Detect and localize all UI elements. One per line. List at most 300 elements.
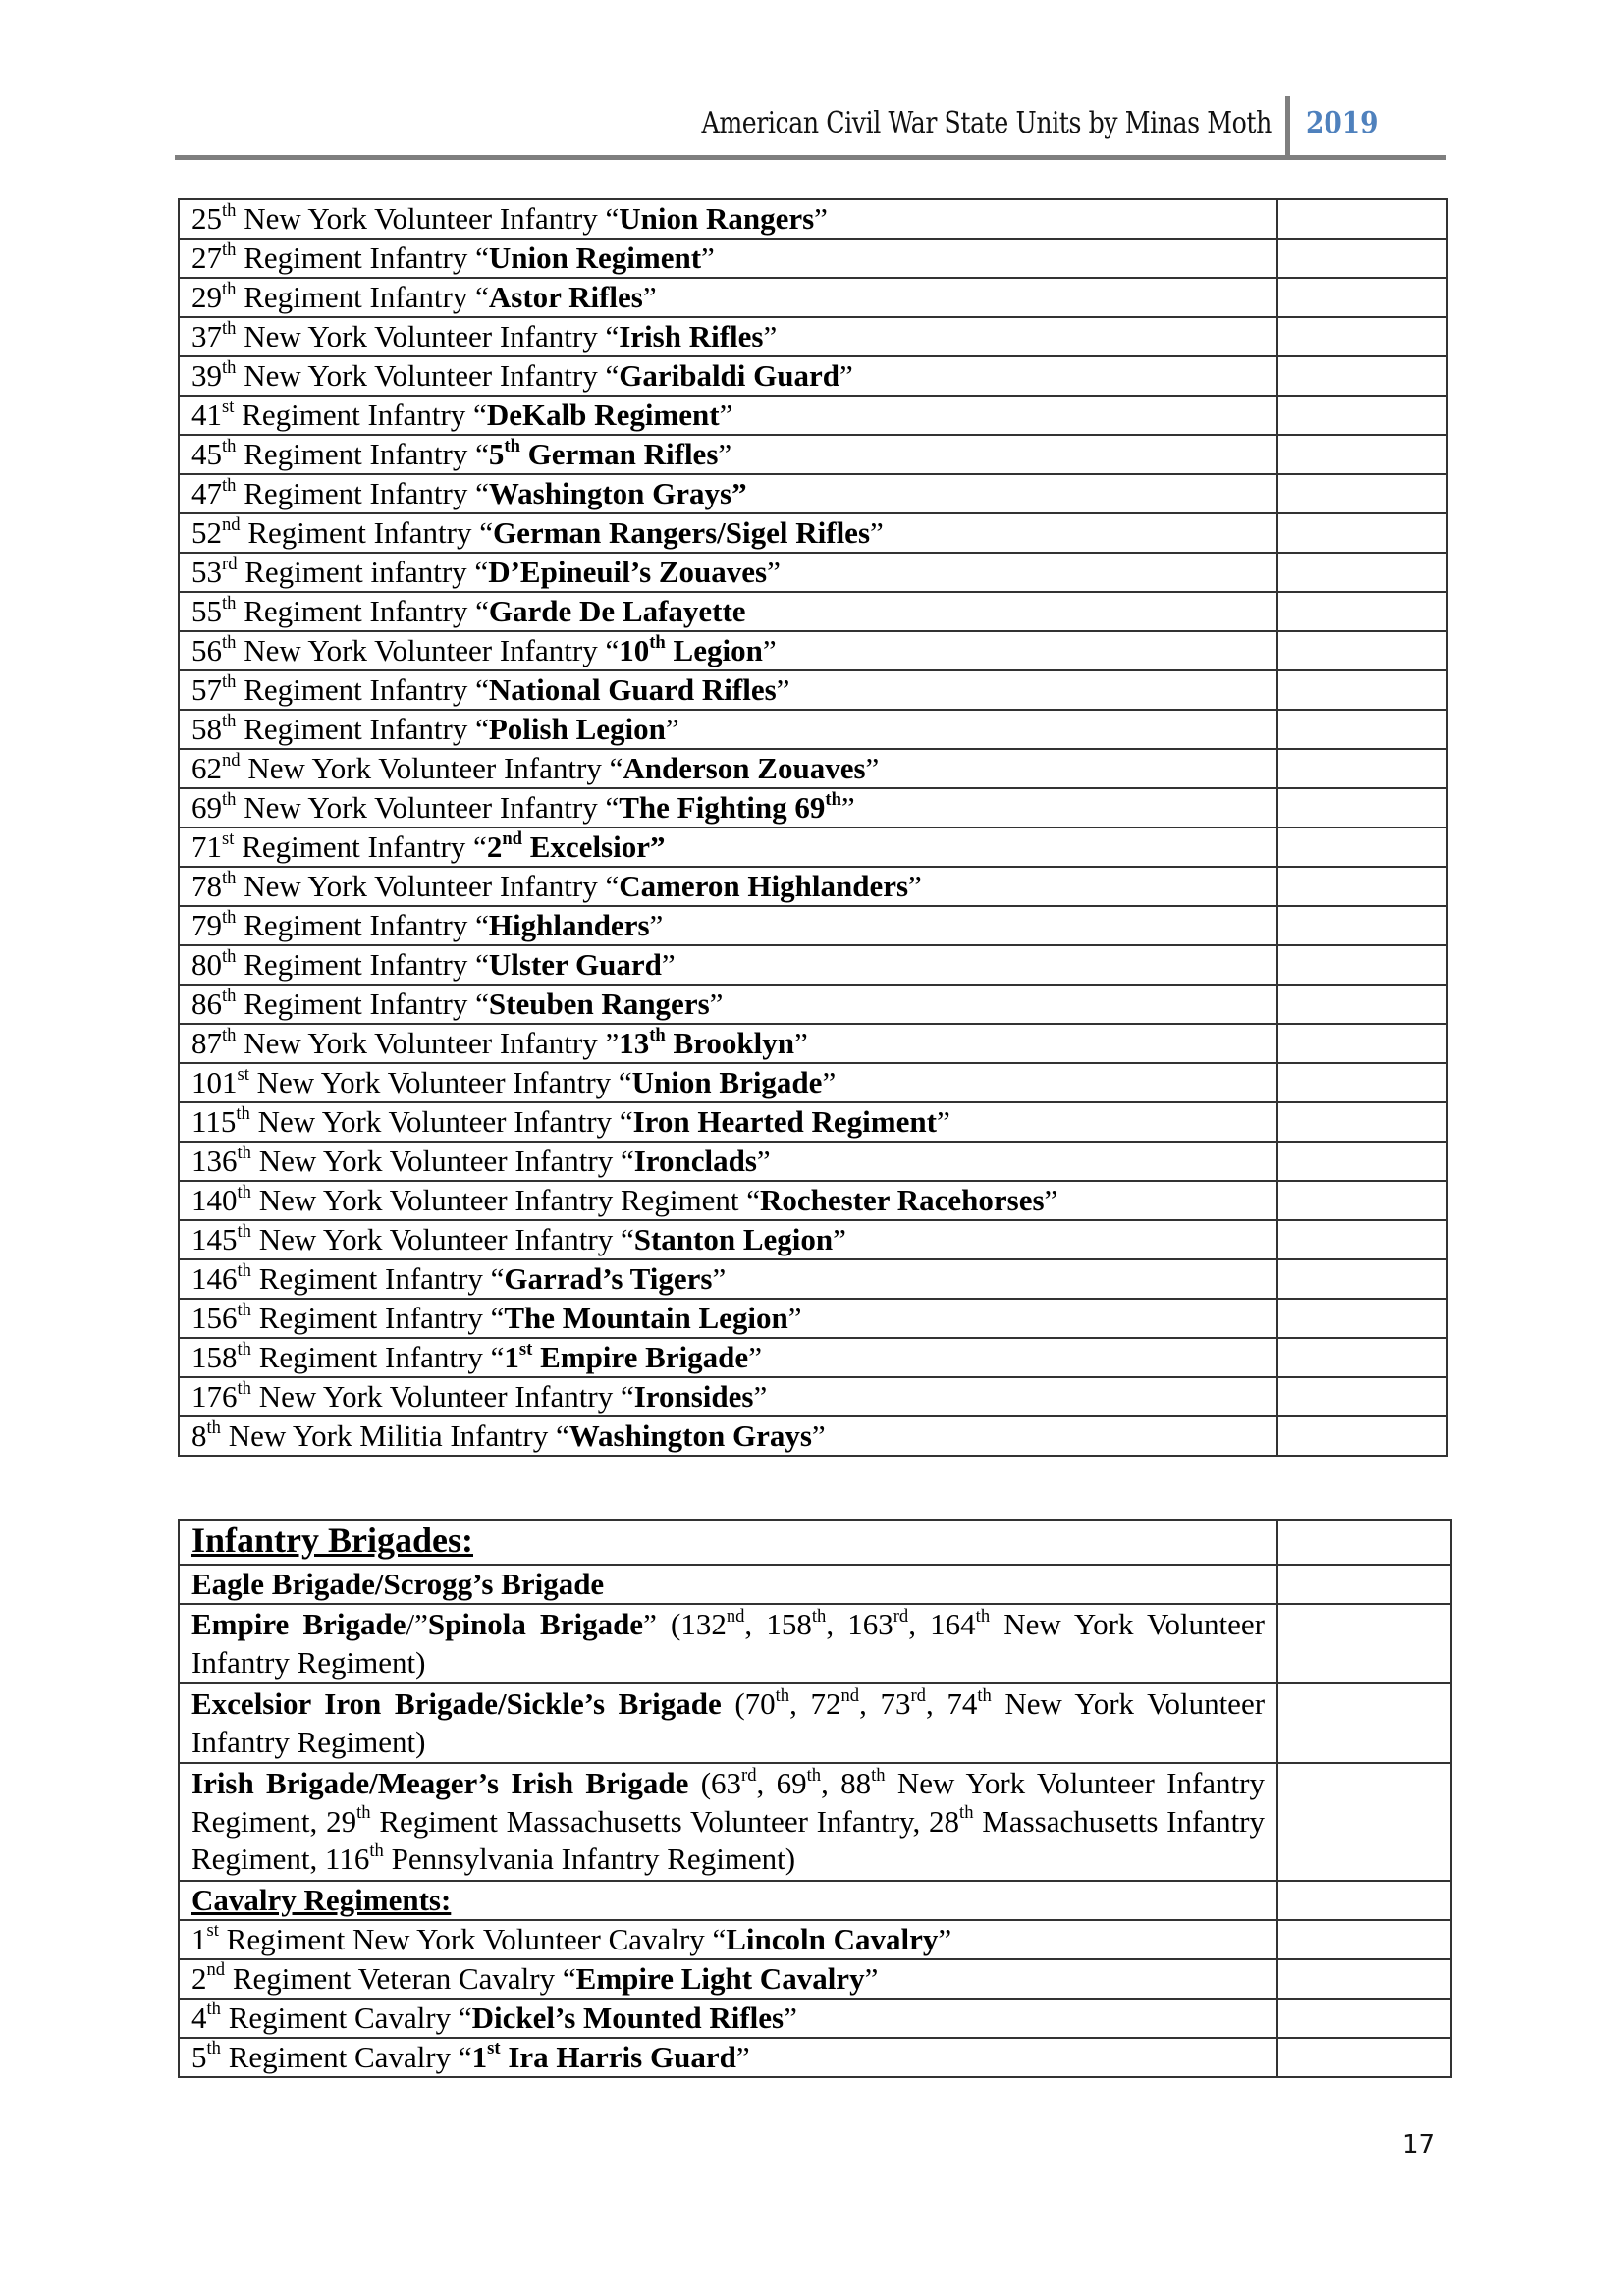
brigade-composition: , 69 xyxy=(756,1766,807,1800)
unit-type: New York Volunteer Infantry xyxy=(258,1379,614,1414)
unit-name-cell xyxy=(179,1102,1277,1142)
nickname-text: Iron Hearted Regiment xyxy=(632,1104,937,1139)
ordinal-suffix: th xyxy=(206,1416,221,1438)
unit-number: 79 xyxy=(191,908,222,942)
nickname-text: Washington Grays” xyxy=(488,476,747,510)
nickname-text: Steuben Rangers xyxy=(488,987,710,1021)
check-cell[interactable] xyxy=(1277,1999,1451,2038)
ordinal-suffix: th xyxy=(222,945,237,967)
brigade-composition: (63 xyxy=(688,1766,742,1800)
ordinal-suffix: nd xyxy=(840,1684,860,1706)
unit-nickname xyxy=(634,1379,754,1414)
check-cell[interactable] xyxy=(1277,710,1447,749)
unit-number: 69 xyxy=(191,790,222,825)
check-cell[interactable] xyxy=(1277,985,1447,1024)
brigade-row xyxy=(179,1683,1451,1763)
close-quote: ” xyxy=(665,712,679,746)
open-quote: “ xyxy=(474,555,489,589)
close-quote: ” xyxy=(701,240,715,275)
cavalry-regiment-row xyxy=(179,1959,1451,1999)
ordinal-suffix: th xyxy=(222,631,237,653)
ordinal-suffix: th xyxy=(237,1299,251,1320)
unit-type: Regiment Infantry xyxy=(244,240,468,275)
check-cell[interactable] xyxy=(1277,1181,1447,1220)
unit-nickname xyxy=(619,319,763,353)
ordinal-suffix: rd xyxy=(741,1764,757,1786)
close-quote: ” xyxy=(938,1921,952,1956)
nickname-text: Union Regiment xyxy=(488,240,702,275)
unit-name-cell xyxy=(179,1999,1277,2038)
unit-number: 62 xyxy=(191,751,222,785)
open-quote: “ xyxy=(605,358,620,393)
ordinal-suffix: th xyxy=(206,2038,221,2059)
check-cell[interactable] xyxy=(1277,1377,1447,1416)
unit-type: New York Volunteer Infantry xyxy=(244,790,598,825)
check-cell[interactable] xyxy=(1277,1416,1447,1456)
ordinal-suffix: th xyxy=(775,1684,790,1706)
brigade-row xyxy=(179,1763,1451,1881)
unit-type: New York Volunteer Infantry xyxy=(244,869,598,903)
close-quote: ” xyxy=(642,280,657,314)
unit-name-cell xyxy=(179,396,1277,435)
unit-nickname xyxy=(472,2040,736,2074)
brigade-description-cell xyxy=(179,1763,1277,1881)
ordinal-suffix: th xyxy=(222,278,237,299)
unit-number: 57 xyxy=(191,672,222,707)
infantry-regiment-row xyxy=(179,1259,1447,1299)
brigade-composition: Pennsylvania Infantry Regiment) xyxy=(383,1842,796,1876)
check-cell[interactable] xyxy=(1277,1520,1451,1565)
unit-nickname xyxy=(633,1104,937,1139)
unit-nickname xyxy=(576,1961,865,1996)
unit-nickname xyxy=(489,672,777,707)
open-quote: “ xyxy=(490,1261,505,1296)
check-cell[interactable] xyxy=(1277,1024,1447,1063)
check-cell[interactable] xyxy=(1277,239,1447,278)
open-quote: “ xyxy=(746,1183,760,1217)
unit-number: 55 xyxy=(191,594,222,628)
infantry-regiment-row xyxy=(179,592,1447,631)
unit-type: Regiment Infantry xyxy=(258,1301,483,1335)
close-quote: ” xyxy=(762,633,777,667)
header-rule xyxy=(175,155,1446,160)
unit-name-cell xyxy=(179,1259,1277,1299)
unit-type: Regiment Infantry xyxy=(244,987,468,1021)
close-quote: ” xyxy=(864,1960,879,1996)
brigade-composition: , 164 xyxy=(908,1607,976,1641)
unit-type: New York Volunteer Infantry xyxy=(244,633,598,667)
nickname-text: Empire Light Cavalry xyxy=(575,1960,865,1996)
ordinal-suffix: st xyxy=(237,1063,249,1085)
nickname-number: 1 xyxy=(504,1340,519,1374)
infantry-regiment-row xyxy=(179,828,1447,867)
unit-type: New York Volunteer Infantry xyxy=(244,1026,598,1060)
nickname-text: Rochester Racehorses xyxy=(760,1183,1045,1217)
unit-nickname xyxy=(726,1922,938,1956)
infantry-regiment-row xyxy=(179,1299,1447,1338)
brigade-description-cell xyxy=(179,1604,1277,1683)
check-cell[interactable] xyxy=(1277,788,1447,828)
unit-number: 25 xyxy=(191,201,222,236)
close-quote: ” xyxy=(735,2039,750,2074)
close-quote: ” xyxy=(822,1065,837,1099)
open-quote: “ xyxy=(475,712,489,746)
unit-nickname xyxy=(489,476,747,510)
nickname-text: Brooklyn xyxy=(665,1026,794,1060)
brigades-heading-row xyxy=(179,1520,1451,1565)
ordinal-suffix: th xyxy=(222,239,237,260)
unit-number: 136 xyxy=(191,1144,238,1178)
brigade-name-separator: /” xyxy=(406,1607,428,1641)
open-quote: “ xyxy=(473,829,487,864)
unit-type: New York Volunteer Infantry xyxy=(244,319,598,353)
check-cell[interactable] xyxy=(1277,670,1447,710)
check-cell[interactable] xyxy=(1277,828,1447,867)
infantry-regiment-row xyxy=(179,788,1447,828)
unit-number: 140 xyxy=(191,1183,238,1217)
unit-type: Regiment Infantry xyxy=(244,476,468,510)
unit-name-cell xyxy=(179,2038,1277,2077)
unit-name-cell xyxy=(179,278,1277,317)
brigade-name: Irish Brigade/Meager’s Irish Brigade xyxy=(191,1766,689,1800)
check-cell[interactable] xyxy=(1277,1763,1451,1881)
infantry-regiment-row xyxy=(179,1142,1447,1181)
open-quote: “ xyxy=(619,1104,633,1139)
unit-number: 1 xyxy=(191,1921,207,1956)
ordinal-suffix: st xyxy=(222,828,235,849)
unit-name-cell xyxy=(179,631,1277,670)
ordinal-suffix: rd xyxy=(893,1605,909,1627)
open-quote: “ xyxy=(458,2000,472,2035)
open-quote: “ xyxy=(473,398,487,432)
brigade-composition: New York Volunteer Infantry Regiment) xyxy=(191,1607,1266,1680)
ordinal-suffix: th xyxy=(222,985,237,1006)
nickname-text: Stanton Legion xyxy=(633,1222,834,1256)
unit-number: 78 xyxy=(191,869,222,903)
open-quote: “ xyxy=(618,1065,632,1099)
check-cell[interactable] xyxy=(1277,1338,1447,1377)
ordinal-suffix: th xyxy=(871,1764,886,1786)
check-cell[interactable] xyxy=(1277,1683,1451,1763)
nickname-text: Dickel’s Mounted Rifles xyxy=(471,2000,785,2035)
unit-name-cell xyxy=(179,749,1277,788)
close-quote: ” xyxy=(814,201,828,236)
unit-number: 146 xyxy=(191,1261,238,1296)
unit-nickname xyxy=(489,712,666,746)
brigade-description-cell xyxy=(179,1565,1277,1604)
unit-type: Regiment Veteran Cavalry xyxy=(232,1960,556,1996)
nickname-ordinal: st xyxy=(518,1338,533,1360)
open-quote: “ xyxy=(555,1418,569,1453)
unit-type: Regiment Infantry xyxy=(258,1340,483,1374)
brigade-composition: , 73 xyxy=(859,1686,911,1721)
nickname-number: 10 xyxy=(619,633,650,667)
unit-type: Regiment Infantry xyxy=(244,437,468,471)
nickname-text: The Fighting 69 xyxy=(619,790,826,825)
unit-number: 71 xyxy=(191,829,222,864)
unit-nickname xyxy=(472,2001,784,2035)
unit-name-cell xyxy=(179,317,1277,356)
nickname-text: Ironsides xyxy=(633,1379,754,1414)
unit-number: 41 xyxy=(191,398,222,432)
close-quote: ” xyxy=(718,437,732,471)
infantry-regiment-row xyxy=(179,1181,1447,1220)
unit-nickname xyxy=(489,437,719,471)
brigade-row xyxy=(179,1565,1451,1604)
unit-nickname xyxy=(623,751,865,785)
check-cell[interactable] xyxy=(1277,435,1447,474)
check-cell[interactable] xyxy=(1277,1142,1447,1181)
ordinal-suffix: th xyxy=(222,906,237,928)
ordinal-suffix: th xyxy=(237,1142,251,1163)
unit-type: Regiment Infantry xyxy=(244,712,468,746)
brigade-composition: (70 xyxy=(721,1686,776,1721)
infantry-regiments-table xyxy=(178,198,1448,1457)
unit-number: 2 xyxy=(191,1960,207,1996)
unit-name-cell xyxy=(179,1959,1277,1999)
check-cell[interactable] xyxy=(1277,1102,1447,1142)
unit-name-cell xyxy=(179,985,1277,1024)
close-quote: ” xyxy=(839,358,853,393)
check-cell[interactable] xyxy=(1277,1565,1451,1604)
check-cell[interactable] xyxy=(1277,945,1447,985)
unit-nickname xyxy=(632,1065,823,1099)
nickname-text: Astor Rifles xyxy=(488,280,643,314)
check-cell[interactable] xyxy=(1277,1959,1451,1999)
infantry-regiment-row xyxy=(179,513,1447,553)
open-quote: “ xyxy=(475,947,489,982)
unit-nickname xyxy=(569,1418,812,1453)
unit-type: Regiment Infantry xyxy=(244,280,468,314)
close-quote: ” xyxy=(870,515,884,550)
unit-type: Regiment infantry xyxy=(244,555,467,589)
ordinal-suffix: th xyxy=(975,1605,991,1627)
check-cell[interactable] xyxy=(1277,356,1447,396)
unit-number: 101 xyxy=(191,1065,238,1099)
check-cell[interactable] xyxy=(1277,867,1447,906)
ordinal-suffix: th xyxy=(222,356,237,378)
nickname-text: Ulster Guard xyxy=(488,947,662,982)
unit-type: New York Volunteer Infantry xyxy=(257,1104,613,1139)
unit-type: New York Volunteer Infantry xyxy=(244,358,598,393)
check-cell[interactable] xyxy=(1277,592,1447,631)
ordinal-suffix: nd xyxy=(222,749,241,771)
check-cell[interactable] xyxy=(1277,278,1447,317)
check-cell[interactable] xyxy=(1277,1259,1447,1299)
open-quote: “ xyxy=(605,790,620,825)
unit-nickname xyxy=(619,1026,794,1060)
nickname-ordinal: th xyxy=(649,631,666,653)
open-quote: “ xyxy=(475,240,489,275)
nickname-ordinal: th xyxy=(504,435,520,456)
open-quote: “ xyxy=(475,280,489,314)
unit-nickname xyxy=(493,515,870,550)
infantry-regiment-row xyxy=(179,553,1447,592)
brigade-composition: , 72 xyxy=(789,1686,841,1721)
close-quote: ” xyxy=(719,398,733,432)
check-cell[interactable] xyxy=(1277,1220,1447,1259)
nickname-ordinal: th xyxy=(825,788,841,810)
brigade-composition: ” (132 xyxy=(643,1607,727,1641)
unit-name-cell xyxy=(179,513,1277,553)
unit-number: 53 xyxy=(191,555,222,589)
unit-name-cell xyxy=(179,1377,1277,1416)
check-cell[interactable] xyxy=(1277,2038,1451,2077)
unit-nickname xyxy=(619,790,841,825)
ordinal-suffix: th xyxy=(977,1684,992,1706)
ordinal-suffix: th xyxy=(811,1605,827,1627)
open-quote: “ xyxy=(490,1301,505,1335)
check-cell[interactable] xyxy=(1277,396,1447,435)
unit-nickname xyxy=(634,1144,757,1178)
unit-number: 158 xyxy=(191,1340,238,1374)
ordinal-suffix: th xyxy=(237,1181,251,1202)
nickname-text: German Rangers/Sigel Rifles xyxy=(493,515,871,550)
nickname-number: 13 xyxy=(619,1026,650,1060)
unit-nickname xyxy=(489,908,650,942)
open-quote: “ xyxy=(620,1379,634,1414)
ordinal-suffix: th xyxy=(222,199,237,221)
open-quote: “ xyxy=(712,1921,727,1956)
unit-nickname xyxy=(504,1261,712,1296)
close-quote: ” xyxy=(794,1026,808,1060)
nickname-number: 2 xyxy=(486,829,503,864)
close-quote: ” xyxy=(756,1144,771,1178)
brigades-cavalry-table xyxy=(178,1519,1452,2078)
open-quote: “ xyxy=(475,437,489,471)
brigade-composition: , 88 xyxy=(821,1766,872,1800)
unit-type: Regiment Cavalry xyxy=(228,2000,452,2035)
unit-type: Regiment Infantry xyxy=(244,947,468,982)
check-cell[interactable] xyxy=(1277,749,1447,788)
unit-type: Regiment Infantry xyxy=(242,829,466,864)
brigade-composition: , 163 xyxy=(826,1607,893,1641)
check-cell[interactable] xyxy=(1277,317,1447,356)
unit-name-cell xyxy=(179,828,1277,867)
nickname-text: Cameron Highlanders xyxy=(619,869,909,903)
infantry-regiment-row xyxy=(179,1416,1447,1456)
open-quote: “ xyxy=(475,476,489,510)
unit-nickname xyxy=(504,1301,787,1335)
unit-nickname xyxy=(488,555,767,589)
unit-name-cell xyxy=(179,1181,1277,1220)
check-cell[interactable] xyxy=(1277,1299,1447,1338)
open-quote: “ xyxy=(620,1222,634,1256)
document-year: 2019 xyxy=(1306,106,1379,140)
nickname-text: D’Epineuil’s Zouaves xyxy=(488,555,768,589)
unit-type: Regiment New York Volunteer Cavalry xyxy=(226,1921,705,1956)
open-quote: “ xyxy=(605,201,620,236)
unit-nickname xyxy=(487,398,720,432)
close-quote: ” xyxy=(833,1222,846,1256)
unit-number: 39 xyxy=(191,358,222,393)
nickname-text: Excelsior” xyxy=(522,829,666,864)
infantry-regiment-row xyxy=(179,945,1447,985)
unit-name-cell xyxy=(179,788,1277,828)
infantry-regiment-row xyxy=(179,631,1447,670)
infantry-regiment-row xyxy=(179,1220,1447,1259)
check-cell[interactable] xyxy=(1277,1920,1451,1959)
infantry-regiment-row xyxy=(179,356,1447,396)
check-cell[interactable] xyxy=(1277,631,1447,670)
check-cell[interactable] xyxy=(1277,199,1447,239)
nickname-text: Legion xyxy=(665,633,763,667)
check-cell[interactable] xyxy=(1277,1881,1451,1920)
brigade-composition: , 74 xyxy=(925,1686,978,1721)
ordinal-suffix: st xyxy=(206,1920,219,1942)
unit-type: Regiment Cavalry xyxy=(228,2039,452,2074)
close-quote: ” xyxy=(908,869,922,903)
nickname-text: National Guard Rifles xyxy=(488,672,777,707)
unit-nickname xyxy=(760,1183,1045,1217)
close-quote: ” xyxy=(936,1104,950,1139)
nickname-text: Empire Brigade xyxy=(532,1340,749,1374)
check-cell[interactable] xyxy=(1277,553,1447,592)
brigade-composition: Massachusetts Infantry Regiment, 116 xyxy=(191,1803,1265,1876)
brigade-name: Empire Brigade xyxy=(191,1607,406,1641)
unit-name-cell xyxy=(179,945,1277,985)
check-cell[interactable] xyxy=(1277,474,1447,513)
check-cell[interactable] xyxy=(1277,1604,1451,1683)
unit-name-cell xyxy=(179,435,1277,474)
check-cell[interactable] xyxy=(1277,906,1447,945)
nickname-text: Union Rangers xyxy=(619,201,815,236)
infantry-regiment-row xyxy=(179,1024,1447,1063)
open-quote: “ xyxy=(490,1340,505,1374)
check-cell[interactable] xyxy=(1277,513,1447,553)
unit-type: New York Volunteer Infantry xyxy=(247,751,602,785)
infantry-regiment-row xyxy=(179,985,1447,1024)
ordinal-suffix: th xyxy=(237,1377,251,1399)
unit-number: 115 xyxy=(191,1104,237,1139)
infantry-regiment-row xyxy=(179,1377,1447,1416)
close-quote: ” xyxy=(753,1379,768,1414)
unit-type: Regiment Infantry xyxy=(244,908,468,942)
unit-nickname xyxy=(619,201,814,236)
unit-number: 87 xyxy=(191,1026,222,1060)
infantry-brigades-heading: Infantry Brigades: xyxy=(191,1521,473,1560)
nickname-number: 5 xyxy=(488,437,505,471)
check-cell[interactable] xyxy=(1277,1063,1447,1102)
ordinal-suffix: th xyxy=(222,317,237,339)
unit-number: 45 xyxy=(191,437,222,471)
unit-name-cell xyxy=(179,592,1277,631)
close-quote: ” xyxy=(784,2000,797,2035)
close-quote: ” xyxy=(661,947,676,982)
unit-name-cell xyxy=(179,1338,1277,1377)
open-quote: “ xyxy=(605,319,620,353)
infantry-regiment-row xyxy=(179,278,1447,317)
brigade-name: Eagle Brigade/Scrogg’s Brigade xyxy=(191,1567,605,1601)
nickname-ordinal: st xyxy=(487,2038,501,2059)
unit-nickname xyxy=(489,947,662,982)
infantry-regiment-row xyxy=(179,670,1447,710)
ordinal-suffix: th xyxy=(222,474,237,496)
close-quote: ” xyxy=(748,1340,762,1374)
nickname-text: Ironclads xyxy=(633,1144,757,1178)
infantry-regiment-row xyxy=(179,749,1447,788)
nickname-text: Polish Legion xyxy=(488,712,666,746)
unit-name-cell xyxy=(179,867,1277,906)
page-number: 17 xyxy=(1402,2130,1435,2160)
ordinal-suffix: nd xyxy=(206,1959,226,1981)
unit-number: 156 xyxy=(191,1301,238,1335)
cavalry-regiment-row xyxy=(179,2038,1451,2077)
nickname-text: The Mountain Legion xyxy=(504,1301,788,1335)
nickname-text: Anderson Zouaves xyxy=(623,751,866,785)
open-quote: “ xyxy=(609,751,623,785)
open-quote: “ xyxy=(475,908,489,942)
